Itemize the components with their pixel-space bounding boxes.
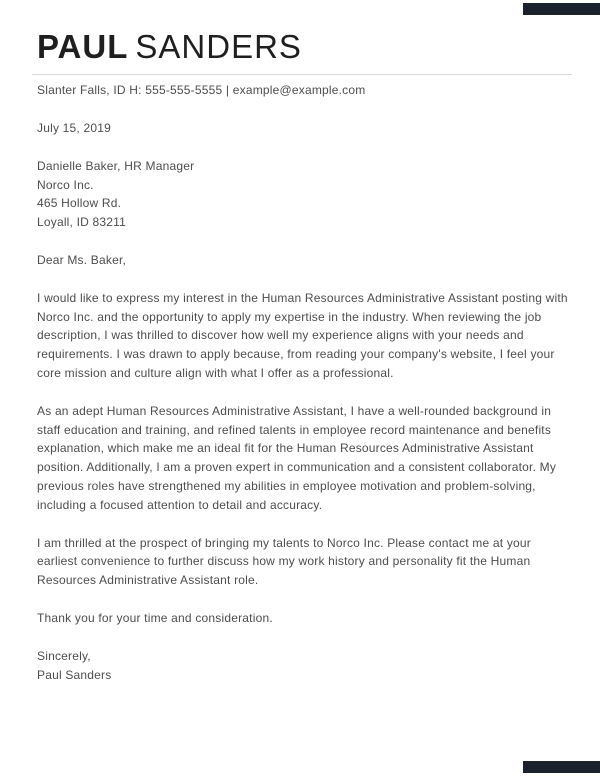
recipient-name-title: Danielle Baker, HR Manager — [37, 158, 195, 173]
recipient-company: Norco Inc. — [37, 177, 94, 192]
thank-you-line: Thank you for your time and consideration. — [37, 610, 273, 625]
bottom-right-accent-bar — [523, 761, 600, 773]
letter-body — [37, 119, 568, 684]
letter-header — [37, 28, 568, 98]
closing-block — [37, 647, 568, 685]
paragraph-qualifications: As an adept Human Resources Administrative Assistant, I have a well-rounded background in staff education and training, and refined talents in employee record maintenance and benefits explanation, which make me an ideal fit for the Human Resources Administrative Assistant position. Additionally, I am a proven expert in communication and a consistent collaborator. My previous roles have strengthened my abilities in employee motivation and problem-solving, including a focused attention to detail and accuracy. — [37, 403, 557, 512]
candidate-name — [37, 28, 568, 65]
candidate-first-name: PAUL — [37, 28, 129, 65]
paragraph-call-to-action: I am thrilled at the prospect of bringing my talents to Norco Inc. Please contact me at your earliest convenience to further discuss how my work history and personality fit the Human Resources Administrative Assistant role. — [37, 535, 531, 588]
closing-salutation: Sincerely, — [37, 648, 91, 663]
candidate-last-name: SANDERS — [135, 28, 302, 65]
letter-date: July 15, 2019 — [37, 121, 111, 135]
salutation: Dear Ms. Baker, — [37, 252, 127, 267]
recipient-city-state-zip: Loyall, ID 83211 — [37, 215, 127, 230]
contact-line: Slanter Falls, ID H: 555-555-5555 | example@example.com — [37, 83, 366, 97]
recipient-street: 465 Hollow Rd. — [37, 196, 122, 211]
header-divider — [32, 74, 572, 75]
paragraph-intro: I would like to express my interest in the Human Resources Administrative Assistant posting with Norco Inc. and the opportunity to apply my expertise in the industry. When reviewing the job description, I was thrilled to discover how well my experience aligns with your needs and requirements. I was drawn to apply because, from reading your company's website, I feel your core mission and culture align with what I offer as a professional. — [37, 290, 568, 380]
recipient-block — [37, 157, 568, 232]
signature-name: Paul Sanders — [37, 667, 112, 682]
top-right-accent-bar — [523, 3, 600, 15]
